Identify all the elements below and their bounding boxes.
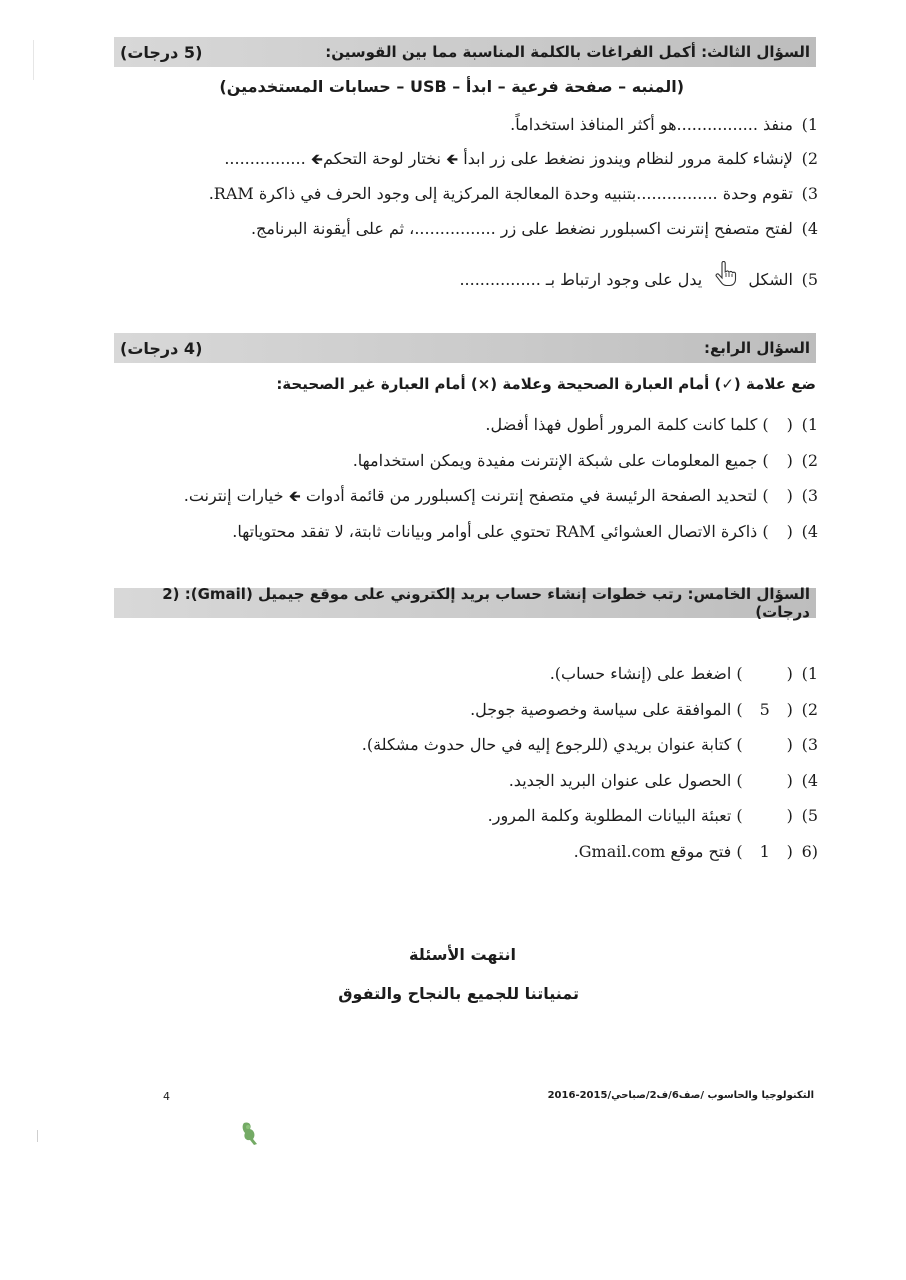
ink-smudge <box>240 1120 262 1150</box>
q4-instruction: ضع علامة (✓) أمام العبارة الصحيحة وعلامة (×) أمام العبارة غير الصحيحة: <box>276 375 816 393</box>
order-blank[interactable]: 5 <box>759 700 770 719</box>
left-arrow-icon: 🡸 <box>446 150 459 168</box>
q3-title: السؤال الثالث: أكمل الفراغات بالكلمة المناسبة مما بين القوسين: <box>325 43 810 61</box>
q5-item-5: 5) () تعبئة البيانات المطلوبة وكلمة المرور. <box>487 806 818 825</box>
q3-item-2: 2) لإنشاء كلمة مرور لنظام ويندوز نضغط على زر ابدأ 🡸 نختار لوحة التحكم🡸 ................ <box>224 149 818 168</box>
q4-item-1: 1) () كلما كانت كلمة المرور أطول فهذا أفضل. <box>485 415 818 434</box>
q4-title: السؤال الرابع: <box>704 339 810 357</box>
margin-line <box>33 40 34 80</box>
q3-word-bank: (المنبه – صفحة فرعية – ابدأ – USB – حسابات المستخدمين) <box>219 77 684 96</box>
page-number: 4 <box>163 1090 170 1103</box>
q5-item-3: 3) () كتابة عنوان بريدي (للرجوع إليه في حال حدوث مشكلة). <box>361 735 818 754</box>
q4-header-bar <box>114 333 816 363</box>
hand-pointer-icon <box>713 261 737 294</box>
q5-item-4: 4) () الحصول على عنوان البريد الجديد. <box>508 771 818 790</box>
q5-item-6: (6 (1) فتح موقع Gmail.com. <box>574 840 818 864</box>
q4-item-4: 4) () ذاكرة الاتصال العشوائي RAM تحتوي على أوامر وبيانات ثابتة، لا تفقد محتوياتها. <box>232 522 818 541</box>
left-arrow-icon: 🡸 <box>310 150 323 168</box>
q5-title: السؤال الخامس: رتب خطوات إنشاء حساب بريد إلكتروني على موقع جيميل (Gmail): (2 درجات) <box>162 585 810 621</box>
q3-marks: (5 درجات) <box>120 42 203 62</box>
q3-item-1: 1) منفذ ................هو أكثر المنافذ استخداماً. <box>510 115 818 134</box>
q3-header-bar <box>114 37 816 67</box>
q3-item-3: 3) تقوم وحدة ................بتنبيه وحدة المعالجة المركزية إلى وجود الحرف في ذاكرة RAM. <box>208 184 818 203</box>
q3-item-5: 5) الشكل يدل على وجود ارتباط بـ ................ <box>459 261 818 294</box>
q4-item-3: 3) () لتحديد الصفحة الرئيسة في متصفح إنترنت إكسبلورر من قائمة أدوات 🡸 خيارات إنترنت. <box>183 486 818 505</box>
closing-line-1: انتهت الأسئلة <box>409 945 516 964</box>
q4-item-2: 2) () جميع المعلومات على شبكة الإنترنت مفيدة ويمكن استخدامها. <box>352 451 818 470</box>
q4-marks: (4 درجات) <box>120 338 203 358</box>
course-footer: التكنولوجيا والحاسوب /صف6/ف2/صباحي/2015-2016 <box>547 1090 814 1101</box>
closing-line-2: تمنياتنا للجميع بالنجاح والتفوق <box>338 984 579 1003</box>
q5-item-2: 2) (5) الموافقة على سياسة وخصوصية جوجل. <box>470 698 818 722</box>
q5-header-bar <box>114 585 816 621</box>
margin-line <box>37 1130 38 1142</box>
q5-item-1: 1) () اضغط على (إنشاء حساب). <box>549 664 818 683</box>
q3-item-4: 4) لفتح متصفح إنترنت اكسبلورر نضغط على زر ................، ثم على أيقونة البرنامج. <box>250 219 818 238</box>
order-blank[interactable]: 1 <box>759 842 770 861</box>
left-arrow-icon: 🡸 <box>288 487 301 505</box>
